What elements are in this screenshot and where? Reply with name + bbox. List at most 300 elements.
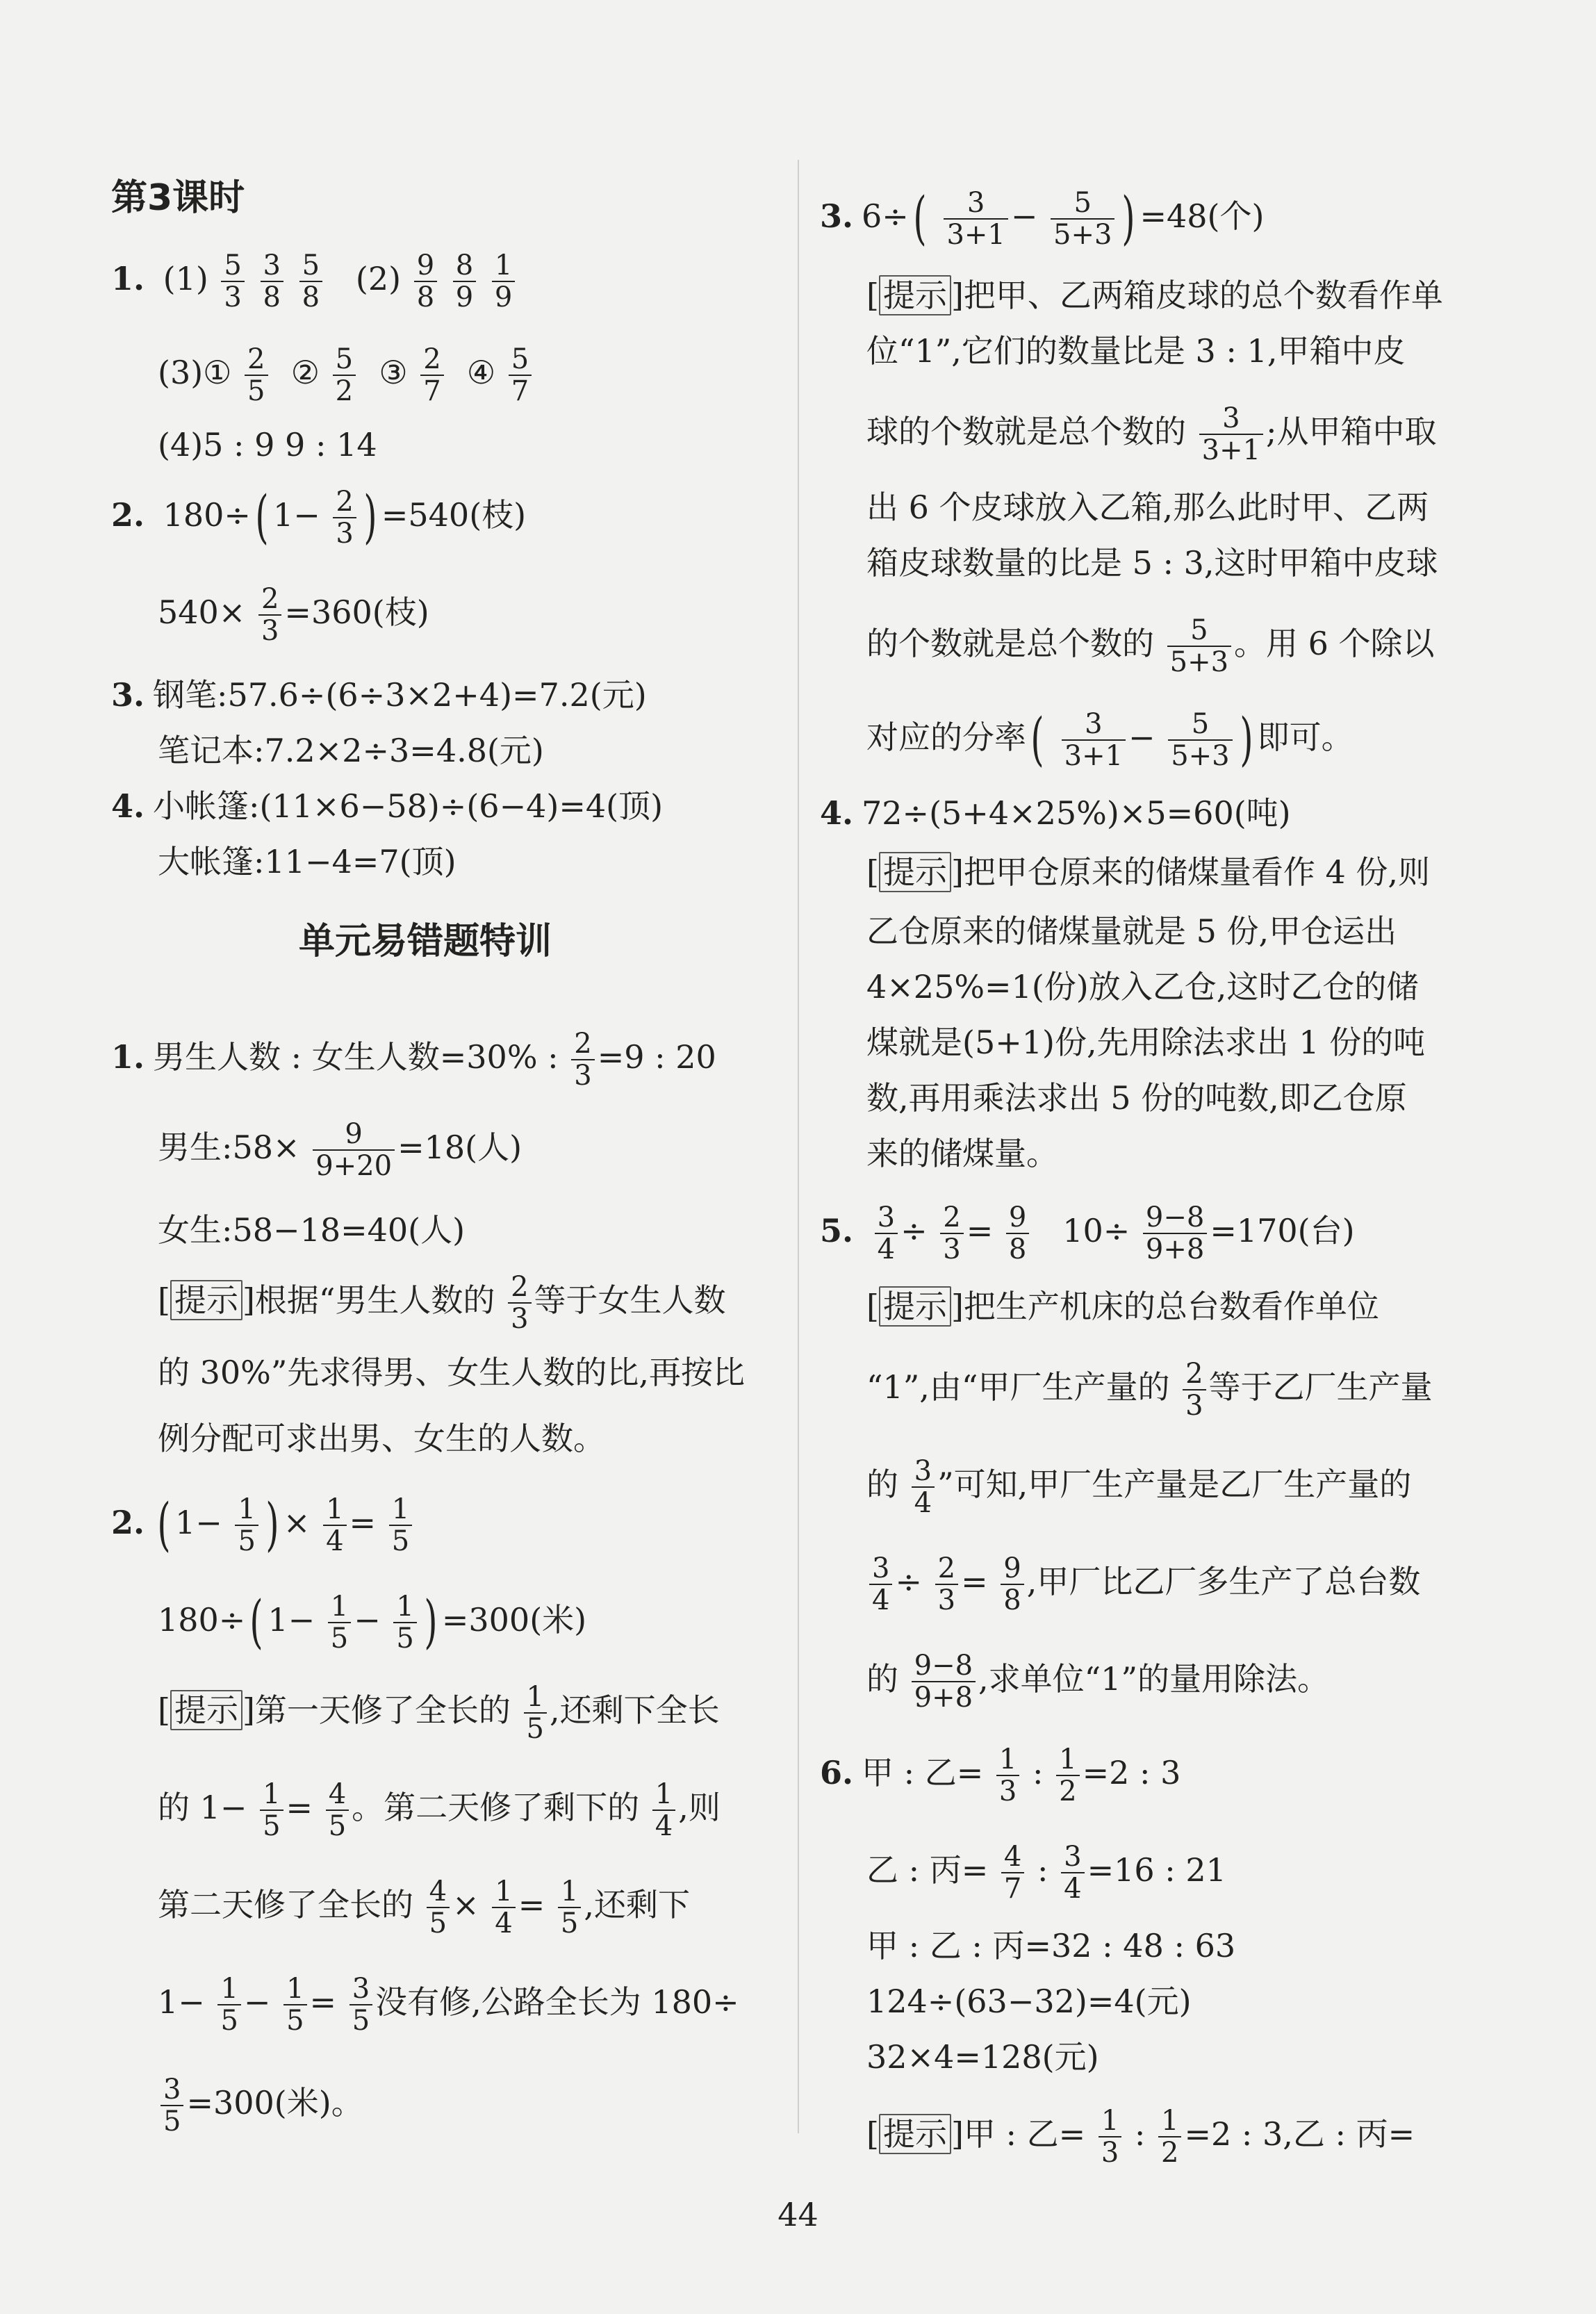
part-label: (2) <box>355 260 402 297</box>
circled-number: ④ <box>466 354 496 391</box>
denominator: 5 <box>396 1623 414 1655</box>
fraction <box>558 1876 581 1939</box>
denominator: 5 <box>247 375 265 407</box>
q4-line2: 大帐篷:11−4=7(顶) <box>158 843 456 880</box>
numerator: 5 <box>1167 615 1231 647</box>
text: 1− <box>175 1504 222 1541</box>
r5-line1 <box>820 1202 1355 1265</box>
text: 甲 : 乙= <box>862 1754 984 1791</box>
text: ÷ <box>895 1563 922 1600</box>
text: : <box>1027 1851 1059 1889</box>
text: 10÷ <box>1062 1212 1130 1249</box>
denominator: 9+20 <box>315 1150 393 1182</box>
text: =2 : 3 <box>1082 1754 1181 1791</box>
r3-tip5: 箱皮球数量的比是 5 : 3,这时甲箱中皮球 <box>866 544 1438 582</box>
text: = <box>961 1563 988 1600</box>
denominator: 3 <box>998 1775 1017 1807</box>
r3-tip7 <box>820 709 1354 771</box>
denominator: 4 <box>655 1810 673 1842</box>
numerator: 1 <box>558 1876 581 1908</box>
numerator: 3 <box>912 1456 935 1488</box>
text: 72÷(5+4×25%)×5=60(吨) <box>862 794 1291 832</box>
text: ,求单位“1”的量用除法。 <box>978 1660 1329 1698</box>
numerator: 2 <box>571 1028 594 1060</box>
denominator: 7 <box>511 375 529 407</box>
fraction <box>1143 1202 1207 1265</box>
numerator: 3 <box>869 1553 892 1585</box>
numerator: 9−8 <box>912 1650 976 1682</box>
denominator: 4 <box>326 1525 344 1557</box>
denominator: 3 <box>937 1584 956 1616</box>
text: =16 : 21 <box>1087 1851 1226 1889</box>
e2-tip5 <box>111 2074 363 2137</box>
text: 的个数就是总个数的 <box>866 625 1154 662</box>
r5-tip1: [ 提示 ]把生产机床的总台数看作单位 <box>866 1288 1379 1325</box>
fraction <box>261 250 283 313</box>
paren: ( <box>913 186 927 252</box>
denominator: 3+1 <box>1201 434 1261 466</box>
tip-label: 提示 <box>879 275 951 315</box>
numerator: 2 <box>940 1202 963 1234</box>
text: ;从甲箱中取 <box>1266 413 1437 450</box>
fraction <box>260 1779 283 1841</box>
r6-line5: 32×4=128(元) <box>866 2038 1099 2076</box>
numerator: 3 <box>944 188 1007 220</box>
e2-line1 <box>111 1494 415 1557</box>
fraction <box>245 344 268 407</box>
text: =170(台) <box>1210 1212 1355 1249</box>
text: ÷ <box>900 1212 928 1249</box>
text: ”可知,甲厂生产量是乙厂生产量的 <box>937 1466 1412 1503</box>
numerator: 3 <box>1061 1841 1084 1873</box>
text: : <box>1022 1754 1054 1791</box>
text: 的 1− <box>158 1789 247 1826</box>
text: 1− <box>158 1983 205 2021</box>
numerator: 1 <box>492 1876 515 1908</box>
r4-tip2: 乙仓原来的储煤量就是 5 份,甲仓运出 <box>866 912 1397 950</box>
numerator: 4 <box>427 1876 450 1908</box>
fraction <box>333 486 356 549</box>
denominator: 5 <box>263 1810 281 1842</box>
circled-number: ③ <box>379 354 408 391</box>
numerator: 2 <box>245 344 268 376</box>
question-number: 4. <box>111 787 145 825</box>
text: − <box>1128 719 1155 756</box>
numerator: 8 <box>453 250 476 282</box>
denominator: 3 <box>574 1060 592 1092</box>
denominator: 5 <box>286 2005 304 2037</box>
text: 540× <box>158 593 246 631</box>
text: = <box>286 1789 313 1826</box>
q2-line1 <box>111 486 526 549</box>
text: 等于乙厂生产量 <box>1208 1368 1433 1406</box>
denominator: 4 <box>495 1907 513 1939</box>
fraction <box>283 1974 306 2036</box>
text: × <box>452 1886 479 1923</box>
numerator: 2 <box>420 344 443 376</box>
r5-tip3 <box>820 1456 1411 1518</box>
q1-line3: (4)5 : 9 9 : 14 <box>158 426 377 463</box>
denominator: 3 <box>224 281 242 313</box>
column-divider <box>798 160 799 2133</box>
question-number: 2. <box>111 496 145 534</box>
fraction <box>427 1876 450 1939</box>
r4-tip1: [ 提示 ]把甲仓原来的储煤量看作 4 份,则 <box>866 853 1431 891</box>
r6-line2 <box>820 1841 1226 1904</box>
fraction <box>509 344 532 407</box>
text: − <box>354 1601 381 1639</box>
numerator: 9 <box>313 1119 395 1151</box>
denominator: 9 <box>494 281 513 313</box>
fraction <box>217 1974 240 2036</box>
question-number: 5. <box>820 1212 854 1249</box>
tip-label: 提示 <box>879 1286 951 1327</box>
fraction <box>258 584 281 646</box>
tip-label: 提示 <box>170 1280 242 1320</box>
numerator: 3 <box>261 250 283 282</box>
paren: ( <box>1030 707 1044 773</box>
fraction <box>420 344 443 407</box>
denominator: 3 <box>511 1303 529 1335</box>
denominator: 5 <box>163 2106 181 2137</box>
fraction <box>1006 1202 1029 1265</box>
paren: ) <box>1240 707 1253 773</box>
numerator: 9 <box>414 250 437 282</box>
fraction <box>1051 188 1114 250</box>
numerator: 1 <box>235 1494 258 1526</box>
text: 。用 6 个除以 <box>1234 625 1435 662</box>
circled-number: ② <box>290 354 320 391</box>
numerator: 1 <box>652 1779 675 1811</box>
denominator: 5 <box>328 1810 347 1842</box>
text: ,还剩下 <box>584 1886 690 1923</box>
denominator: 5+3 <box>1053 219 1112 251</box>
numerator: 2 <box>333 486 356 518</box>
text: 把甲、乙两箱皮球的总个数看作单 <box>963 277 1443 314</box>
numerator: 3 <box>1199 403 1263 435</box>
numerator: 1 <box>389 1494 412 1526</box>
question-number: 1. <box>111 260 145 297</box>
fraction <box>875 1202 898 1265</box>
denominator: 5+3 <box>1171 740 1230 772</box>
fraction <box>1183 1359 1206 1421</box>
denominator: 4 <box>914 1487 932 1519</box>
denominator: 8 <box>263 281 281 313</box>
r3-tip6 <box>820 615 1435 678</box>
denominator: 8 <box>1008 1233 1027 1265</box>
text: =300(米)。 <box>186 2084 363 2122</box>
numerator: 1 <box>260 1779 283 1811</box>
question-number: 3. <box>111 676 145 714</box>
fraction <box>349 1974 372 2036</box>
numerator: 1 <box>996 1744 1019 1776</box>
fraction <box>571 1028 594 1091</box>
numerator: 2 <box>258 584 281 616</box>
text: 6÷ <box>862 197 909 235</box>
paren: ( <box>255 484 269 550</box>
denominator: 5 <box>220 2005 238 2037</box>
fraction <box>1167 615 1231 678</box>
denominator: 3 <box>261 615 279 647</box>
q3-line1 <box>111 671 647 719</box>
fraction <box>453 250 476 313</box>
text: =360(枝) <box>284 593 429 631</box>
denominator: 5 <box>429 1907 447 1939</box>
fraction <box>912 1456 935 1518</box>
e1-line3: 女生:58−18=40(人) <box>158 1211 466 1249</box>
text: 把甲仓原来的储煤量看作 4 份,则 <box>963 853 1431 891</box>
denominator: 5 <box>391 1525 410 1557</box>
numerator: 2 <box>1183 1359 1206 1390</box>
text: =48(个) <box>1140 197 1265 235</box>
e1-tip1: [ 提示 ]根据“男生人数的 $\frac{2}{3}$ 等于女生人数 <box>158 1271 726 1335</box>
denominator: 4 <box>877 1233 896 1265</box>
numerator: 4 <box>326 1779 349 1811</box>
r5-tip4 <box>820 1553 1420 1616</box>
denominator: 3 <box>1185 1390 1203 1422</box>
fraction <box>326 1779 349 1841</box>
page-number: 44 <box>778 2196 818 2233</box>
numerator: 1 <box>328 1591 351 1623</box>
numerator: 9 <box>1001 1553 1023 1585</box>
fraction <box>1061 1841 1084 1904</box>
numerator: 5 <box>333 344 356 376</box>
fraction <box>235 1494 258 1557</box>
text: =540(枝) <box>381 496 527 534</box>
denominator: 3 <box>943 1233 961 1265</box>
fraction <box>508 1272 531 1334</box>
e2-line2 <box>111 1591 586 1654</box>
numerator: 9 <box>1006 1202 1029 1234</box>
e2-tip2 <box>111 1779 721 1841</box>
text: 男生人数 : 女生人数=30% : <box>153 1038 569 1076</box>
text: 把生产机床的总台数看作单位 <box>963 1288 1379 1325</box>
r3-tip1: [ 提示 ]把甲、乙两箱皮球的总个数看作单 <box>866 277 1443 314</box>
numerator: 1 <box>492 250 515 282</box>
r4-line1 <box>820 789 1291 837</box>
denominator: 3+1 <box>946 219 1005 251</box>
numerator: 1 <box>283 1974 306 2005</box>
text: =300(米) <box>441 1601 587 1639</box>
denominator: 5 <box>526 1713 544 1745</box>
r4-tip3: 4×25%=1(份)放入乙仓,这时乙仓的储 <box>866 968 1419 1006</box>
text: 。第二天修了剩下的 <box>352 1789 640 1826</box>
numerator: 2 <box>935 1553 958 1585</box>
q1-line1 <box>111 250 518 313</box>
fraction <box>1062 709 1126 771</box>
r6-line1 <box>820 1744 1180 1807</box>
text: 的 <box>866 1466 898 1503</box>
paren: ( <box>249 1589 263 1655</box>
fraction <box>912 1650 976 1713</box>
fraction <box>652 1779 675 1841</box>
fraction <box>1001 1841 1024 1904</box>
text: 男生:58× <box>158 1129 300 1166</box>
fraction <box>1158 2106 1181 2168</box>
denominator: 8 <box>1003 1584 1021 1616</box>
fraction <box>1001 1553 1023 1616</box>
numerator: 1 <box>1158 2106 1181 2137</box>
denominator: 3+1 <box>1064 740 1124 772</box>
fraction <box>221 250 244 313</box>
unit-title: 单元易错题特训 <box>299 921 552 962</box>
question-number: 4. <box>820 794 854 832</box>
r6-line4: 124÷(63−32)=4(元) <box>866 1983 1192 2020</box>
r3-tip4: 出 6 个皮球放入乙箱,那么此时甲、乙两 <box>866 489 1429 526</box>
q1-line2 <box>111 344 534 407</box>
fraction <box>944 188 1007 250</box>
paren: ) <box>265 1492 279 1558</box>
denominator: 2 <box>335 375 354 407</box>
denominator: 9+8 <box>914 1682 973 1714</box>
numerator: 3 <box>1062 709 1126 741</box>
r5-tip5 <box>820 1650 1329 1713</box>
numerator: 5 <box>221 250 244 282</box>
question-number: 3. <box>820 197 854 235</box>
e1-tip2: 的 30%”先求得男、女生人数的比,再按比 <box>158 1354 746 1391</box>
r4-tip4: 煤就是(5+1)份,先用除法求出 1 份的吨 <box>866 1024 1426 1061</box>
r4-tip5: 数,再用乘法求出 5 份的吨数,即乙仓原 <box>866 1079 1407 1117</box>
e2-tip1: [ 提示 ]第一天修了全长的 $\frac{1}{5}$ ,还剩下全长 <box>158 1681 720 1745</box>
text: =18(人) <box>397 1129 523 1166</box>
numerator: 1 <box>1099 2106 1121 2137</box>
fraction <box>492 250 515 313</box>
numerator: 9−8 <box>1143 1202 1207 1234</box>
numerator: 2 <box>508 1272 531 1304</box>
tip-label: 提示 <box>879 2114 951 2154</box>
numerator: 1 <box>217 1974 240 2005</box>
text: − <box>1010 197 1038 235</box>
text: = <box>349 1504 377 1541</box>
text: 球的个数就是总个数的 <box>866 413 1186 450</box>
text: 的 <box>866 1660 898 1698</box>
fraction <box>389 1494 412 1557</box>
text: 即可。 <box>1257 719 1354 756</box>
numerator: 3 <box>349 1974 372 2005</box>
fraction <box>1099 2106 1121 2168</box>
tip-label: 提示 <box>170 1690 242 1730</box>
denominator: 5 <box>560 1907 579 1939</box>
e1-line2 <box>111 1119 522 1181</box>
circled-number: ① <box>203 354 232 391</box>
text: ,还剩下全长 <box>549 1691 720 1729</box>
numerator: 5 <box>509 344 532 376</box>
text: = <box>309 1983 337 2021</box>
fraction <box>414 250 437 313</box>
fraction <box>996 1744 1019 1807</box>
numerator: 3 <box>161 2074 183 2106</box>
text: 1− <box>268 1601 315 1639</box>
text: ,则 <box>678 1789 721 1826</box>
denominator: 5+3 <box>1169 646 1229 678</box>
denominator: 2 <box>1161 2137 1179 2169</box>
numerator: 5 <box>1051 188 1114 220</box>
denominator: 5 <box>352 2005 370 2037</box>
text: 钢笔:57.6÷(6÷3×2+4)=7.2(元) <box>153 676 647 714</box>
text: =2 : 3,乙 : 丙= <box>1184 2115 1415 2153</box>
text: ,甲厂比乙厂多生产了总台数 <box>1026 1563 1421 1600</box>
text: 等于女生人数 <box>534 1281 726 1319</box>
text: “1”,由“甲厂生产量的 <box>866 1368 1170 1406</box>
numerator: 1 <box>393 1591 416 1623</box>
r3-tip3 <box>820 403 1437 466</box>
fraction <box>161 2074 183 2137</box>
text: 第二天修了全长的 <box>158 1886 413 1923</box>
lesson-title: 第3课时 <box>111 177 245 219</box>
paren: ( <box>157 1492 171 1558</box>
numerator: 4 <box>1001 1841 1024 1873</box>
denominator: 2 <box>1059 1775 1077 1807</box>
fraction <box>328 1591 351 1654</box>
text: 根据“男生人数的 <box>254 1281 495 1319</box>
fraction <box>333 344 356 407</box>
r5-tip2 <box>820 1359 1433 1421</box>
fraction <box>935 1553 958 1616</box>
r4-tip6: 来的储煤量。 <box>866 1135 1058 1172</box>
denominator: 4 <box>1064 1873 1082 1905</box>
numerator: 1 <box>524 1682 547 1714</box>
numerator: 3 <box>875 1202 898 1234</box>
fraction <box>1199 403 1263 466</box>
fraction <box>492 1876 515 1939</box>
q3-line2: 笔记本:7.2×2÷3=4.8(元) <box>158 732 544 769</box>
fraction <box>393 1591 416 1654</box>
denominator: 7 <box>1003 1873 1022 1905</box>
e1-line1 <box>111 1028 716 1091</box>
text: 甲 : 乙= <box>963 2115 1086 2153</box>
fraction <box>1168 709 1232 771</box>
fraction <box>869 1553 892 1616</box>
denominator: 9 <box>455 281 474 313</box>
text: 乙 : 丙= <box>866 1851 989 1889</box>
numerator: 5 <box>1168 709 1232 741</box>
denominator: 8 <box>302 281 320 313</box>
text: 小帐篷:(11×6−58)÷(6−4)=4(顶) <box>153 787 664 825</box>
fraction <box>299 250 322 313</box>
text: : <box>1124 2115 1156 2153</box>
fraction <box>1056 1744 1079 1807</box>
text: 对应的分率 <box>866 719 1026 756</box>
denominator: 9+8 <box>1145 1233 1205 1265</box>
e1-tip3: 例分配可求出男、女生的人数。 <box>158 1420 605 1457</box>
e2-tip4 <box>111 1974 739 2036</box>
text: 第一天修了全长的 <box>254 1691 511 1729</box>
e2-tip3 <box>111 1876 690 1939</box>
denominator: 3 <box>1101 2137 1119 2169</box>
fraction <box>313 1119 395 1181</box>
question-number: 2. <box>111 1504 145 1541</box>
numerator: 1 <box>1056 1744 1079 1776</box>
part-label: (3) <box>158 354 204 391</box>
numerator: 5 <box>299 250 322 282</box>
r3-line1 <box>820 188 1264 250</box>
text: = <box>966 1212 994 1249</box>
fraction <box>940 1202 963 1265</box>
denominator: 8 <box>416 281 435 313</box>
tip-label: 提示 <box>879 852 951 892</box>
question-number: 6. <box>820 1754 854 1791</box>
denominator: 5 <box>238 1525 256 1557</box>
text: = <box>518 1886 545 1923</box>
text: − <box>243 1983 271 2021</box>
paren: ) <box>424 1589 438 1655</box>
denominator: 7 <box>423 375 441 407</box>
question-number: 1. <box>111 1038 145 1076</box>
text: 1− <box>272 496 320 534</box>
text: 180÷ <box>158 1601 246 1639</box>
numerator: 1 <box>323 1494 346 1526</box>
text: =9 : 20 <box>597 1038 716 1076</box>
